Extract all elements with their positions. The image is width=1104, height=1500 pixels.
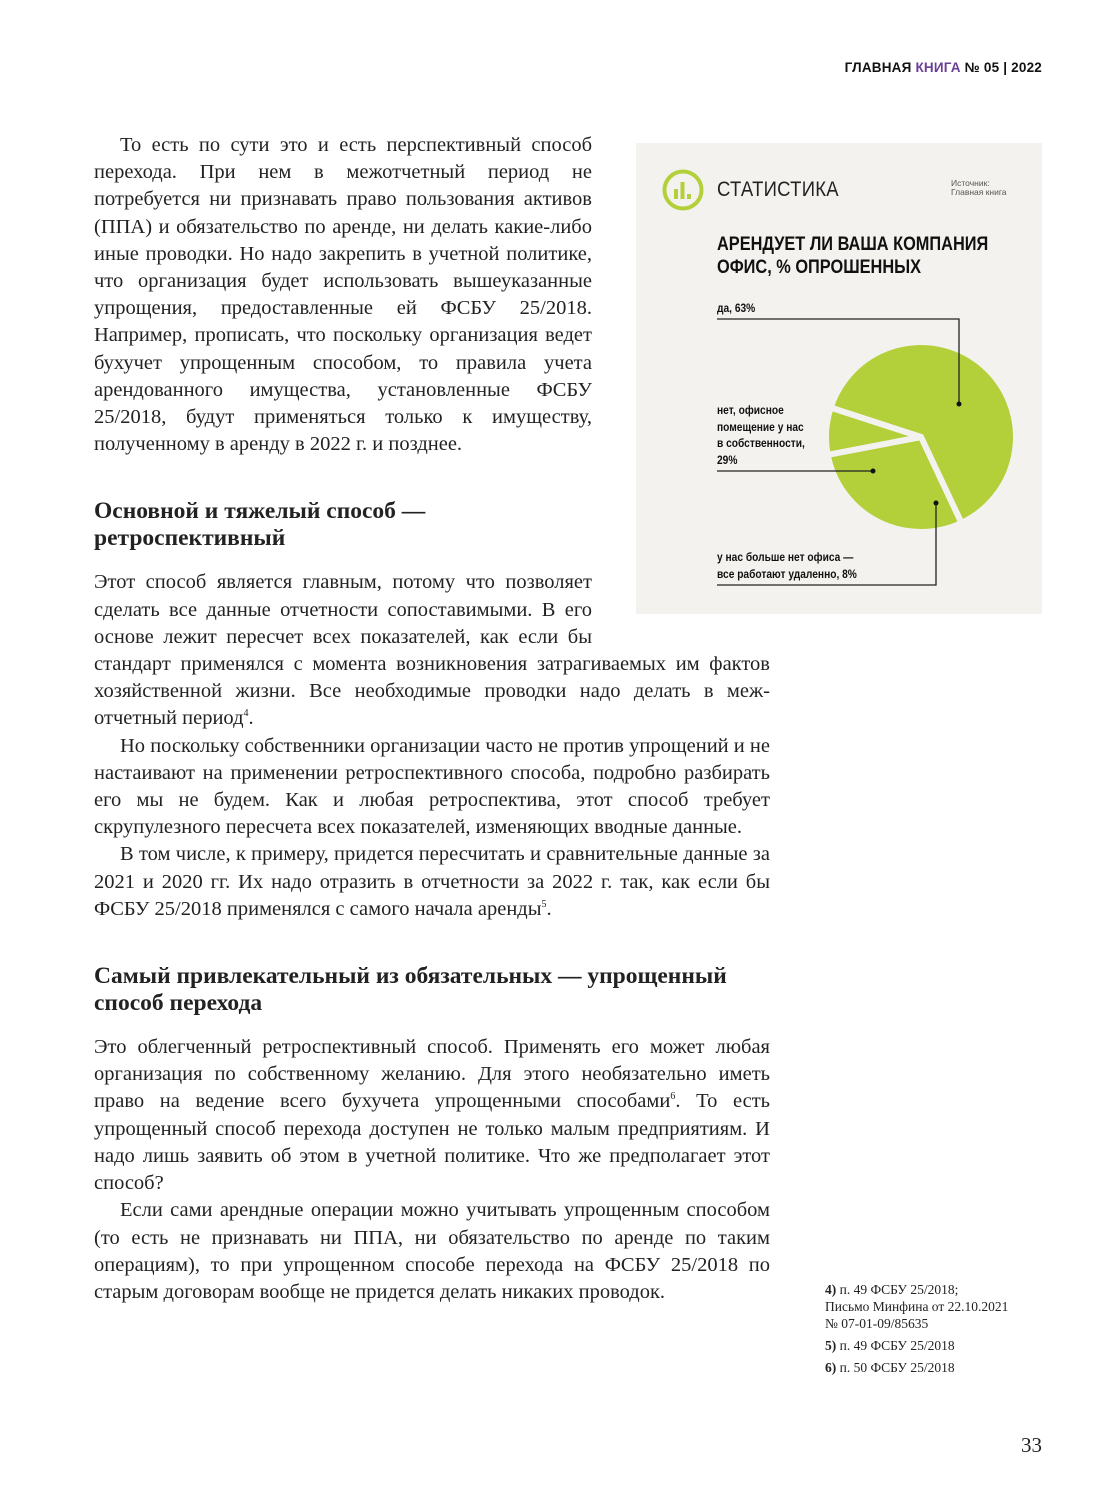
footnote-ref[interactable]: 6 <box>670 1091 676 1103</box>
statistics-box <box>636 143 1042 614</box>
section-heading: Основной и тяжелый способ — ретроспективный <box>94 498 426 552</box>
footnote: 5) п. 49 ФСБУ 25/2018 <box>825 1338 955 1353</box>
footnote: 4) п. 49 ФСБУ 25/2018; Письмо Минфина от 22.10.2021 № 07-01-09/85635 <box>825 1282 1009 1331</box>
footnote-ref[interactable]: 4 <box>243 708 249 720</box>
footnote-ref[interactable]: 5 <box>541 899 547 911</box>
leader-dot <box>957 402 962 407</box>
paragraph: Если сами арендные операции можно учитывать упрощенным способом (то есть не признавать ни ППА, ни обязательство по аренде по таким операциям), то при упрощенном способе перехода на ФСБУ 25/2018 по старым договорам вообще не придется делать никаких проводок. <box>94 1199 770 1303</box>
pie-chart <box>636 143 1042 614</box>
slice-label-remote: у нас больше нет офиса — все работают удаленно, 8% <box>717 550 857 581</box>
issue-number: № 05 | 2022 <box>964 60 1042 75</box>
page-number: 33 <box>1021 1433 1042 1457</box>
leader-dot <box>934 501 939 506</box>
stats-question: АРЕНДУЕТ ЛИ ВАША КОМПАНИЯ ОФИС, % ОПРОШЕННЫХ <box>717 234 989 278</box>
paragraph: Это облегченный ретроспективный способ. Применять его может любая организация по собственному желанию. Для этого необязательно иметь право на ведение всего бухучета упрощенными способами$^6$. То есть упрощенный способ перехода доступен не только малым предприятиям. И надо лишь заявить об этом в учетной политике. Что же предполагает этот способ? <box>94 1036 771 1195</box>
leader-dot <box>871 469 876 474</box>
slice-label-own-office: нет, офисное помещение у нас в собственности, 29% <box>717 403 805 467</box>
paragraph: Этот способ является главным, потому что позволяет сделать все данные отчетности сопоставимыми. В его основе лежит пересчет всех показателей, как если бы стандарт применялся с момента возникновения затрагиваемых им фактов хозяйственной жизни. Все необходимые проводки надо делать в межотчетный период$^4$. <box>94 571 770 730</box>
footnotes <box>825 1281 1008 1381</box>
stats-source: Источник: Главная книга <box>951 178 1007 197</box>
brand-name: ГЛАВНАЯ <box>844 60 912 75</box>
paragraph: В том числе, к примеру, придется пересчитать и сравнительные данные за 2021 и 2020 гг. Их надо отразить в отчетности за 2022 г. так, как если бы ФСБУ 25/2018 применялся с самого начала аренды$^5$. <box>94 843 770 920</box>
footnote-number: 5) <box>825 1338 840 1353</box>
running-header <box>845 60 1042 75</box>
stats-title: СТАТИСТИКА <box>717 178 839 201</box>
footnote-number: 4) <box>825 1282 840 1297</box>
paragraph: То есть по сути это и есть перспективный способ перехода. При нем в межотчетный период не потребуется ни признавать право пользования активов (ППА) и обязательство по аренде, ни делать какие-либо иные проводки. Но надо закрепить в учетной политике, что организация будет использовать вышеуказанные упрощения, предоставленные ей ФСБУ 25/2018. Например, прописать, что поскольку организация ведет бухучет упрощенным способом, то правила учета арендованного имущества, установленные ФСБУ 25/2018, будут применяться только к имуществу, полученному в аренду в 2022 г. и позднее. <box>94 134 592 456</box>
footnote-number: 6) <box>825 1360 840 1375</box>
section-heading: Самый привлекательный из обязательных — упрощенный способ перехода <box>94 963 727 1017</box>
footnote: 6) п. 50 ФСБУ 25/2018 <box>825 1360 955 1375</box>
slice-label-yes: да, 63% <box>717 301 756 315</box>
brand-name-accent: КНИГА <box>915 60 961 75</box>
paragraph: Но поскольку собственники организации часто не против упрощений и не настаивают на применении ретроспективного способа, подробно разбирать его мы не будем. Как и любая ретроспектива, этот способ требует скрупулезного пересчета всех показателей, изменяющих вводные данные. <box>94 734 770 839</box>
